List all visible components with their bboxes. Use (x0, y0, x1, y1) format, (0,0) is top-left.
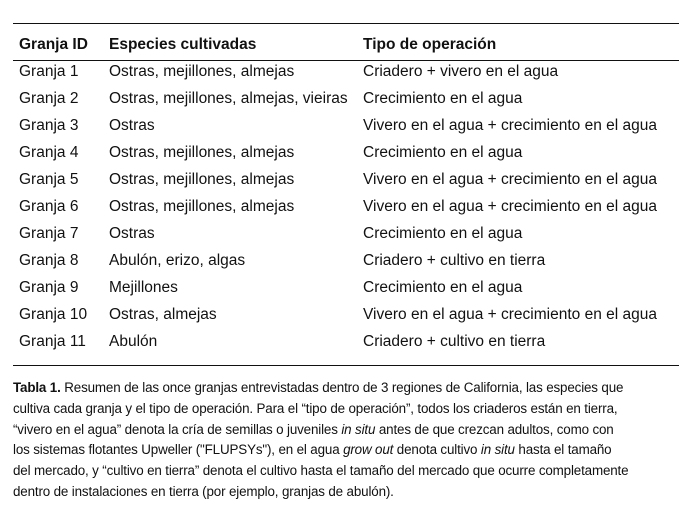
table-row (0, 249, 679, 273)
cell-operation-type: Vivero en el agua + crecimiento en el agua (363, 306, 657, 323)
caption-label: Tabla 1. (13, 380, 61, 395)
table-row (0, 141, 679, 165)
cell-species: Ostras, mejillones, almejas (109, 198, 295, 215)
caption-text-4c: hasta el tamaño (514, 442, 612, 458)
cell-species: Abulón (109, 333, 158, 350)
cell-species: Ostras (109, 225, 155, 242)
caption-line-4 (13, 440, 679, 461)
cell-species: Ostras, mejillones, almejas (109, 144, 295, 161)
cell-species: Ostras, mejillones, almejas, vieiras (109, 90, 348, 107)
cell-operation-type: Crecimiento en el agua (363, 144, 523, 161)
cell-farm-id: Granja 6 (19, 198, 79, 215)
table-row (0, 222, 679, 246)
cell-farm-id: Granja 10 (19, 306, 88, 323)
cell-operation-type: Vivero en el agua + crecimiento en el agua (363, 117, 657, 134)
table-top-rule (13, 23, 679, 24)
caption-line-2: cultiva cada granja y el tipo de operación. Para el “tipo de operación”, todos los criaderos están en tierra, (13, 400, 618, 416)
column-header-farm-id: Granja ID (19, 36, 88, 53)
column-header-operation-type: Tipo de operación (363, 36, 497, 53)
caption-text-4b: denota cultivo (393, 442, 481, 458)
caption-text-3b: antes de que crezcan adultos, como con (375, 421, 614, 437)
caption-text-4a: los sistemas flotantes Upweller ("FLUPSYs"), en el agua (13, 442, 344, 458)
cell-farm-id: Granja 9 (19, 279, 79, 296)
cell-species: Ostras, almejas (109, 306, 217, 323)
cell-farm-id: Granja 5 (19, 171, 79, 188)
cell-species: Ostras, mejillones, almejas (109, 171, 295, 188)
cell-farm-id: Granja 1 (19, 63, 79, 80)
caption-line-3 (13, 420, 679, 441)
cell-species: Abulón, erizo, algas (109, 252, 246, 269)
cell-farm-id: Granja 2 (19, 90, 79, 107)
caption-line-1 (13, 378, 679, 399)
cell-operation-type: Crecimiento en el agua (363, 90, 523, 107)
caption-italic-in-situ-1: in situ (341, 421, 376, 437)
cell-farm-id: Granja 8 (19, 252, 79, 269)
cell-operation-type: Vivero en el agua + crecimiento en el agua (363, 171, 657, 188)
cell-farm-id: Granja 4 (19, 144, 79, 161)
table-row (0, 60, 679, 84)
caption-italic-grow-out: grow out (343, 442, 394, 458)
cell-species: Mejillones (109, 279, 178, 296)
cell-operation-type: Criadero + vivero en el agua (363, 63, 559, 80)
cell-operation-type: Criadero + cultivo en tierra (363, 333, 546, 350)
table-row (0, 303, 679, 327)
cell-farm-id: Granja 3 (19, 117, 79, 134)
caption-line-6: dentro de instalaciones en tierra (por ejemplo, granjas de abulón). (13, 483, 394, 499)
table-bottom-rule (13, 365, 679, 366)
cell-species: Ostras (109, 117, 155, 134)
table-row (0, 195, 679, 219)
cell-operation-type: Crecimiento en el agua (363, 225, 523, 242)
table-caption (13, 378, 679, 503)
caption-text-3a: “vivero en el agua” denota la cría de semillas o juveniles (13, 421, 342, 437)
table-row (0, 114, 679, 138)
cell-species: Ostras, mejillones, almejas (109, 63, 295, 80)
column-header-species: Especies cultivadas (109, 36, 257, 53)
table-header-row (0, 33, 679, 57)
cell-farm-id: Granja 11 (19, 333, 86, 350)
cell-operation-type: Crecimiento en el agua (363, 279, 523, 296)
caption-line-5: del mercado, y “cultivo en tierra” denota el cultivo hasta el tamaño del mercado que ocurre completamente (13, 463, 629, 479)
table-row (0, 87, 679, 111)
table-row (0, 276, 679, 300)
table-row (0, 168, 679, 192)
cell-farm-id: Granja 7 (19, 225, 79, 242)
caption-text-1: Resumen de las once granjas entrevistadas dentro de 3 regiones de California, las especies que (64, 380, 624, 395)
table-row (0, 330, 679, 354)
caption-italic-in-situ-2: in situ (480, 442, 515, 458)
cell-operation-type: Criadero + cultivo en tierra (363, 252, 546, 269)
cell-operation-type: Vivero en el agua + crecimiento en el agua (363, 198, 657, 215)
